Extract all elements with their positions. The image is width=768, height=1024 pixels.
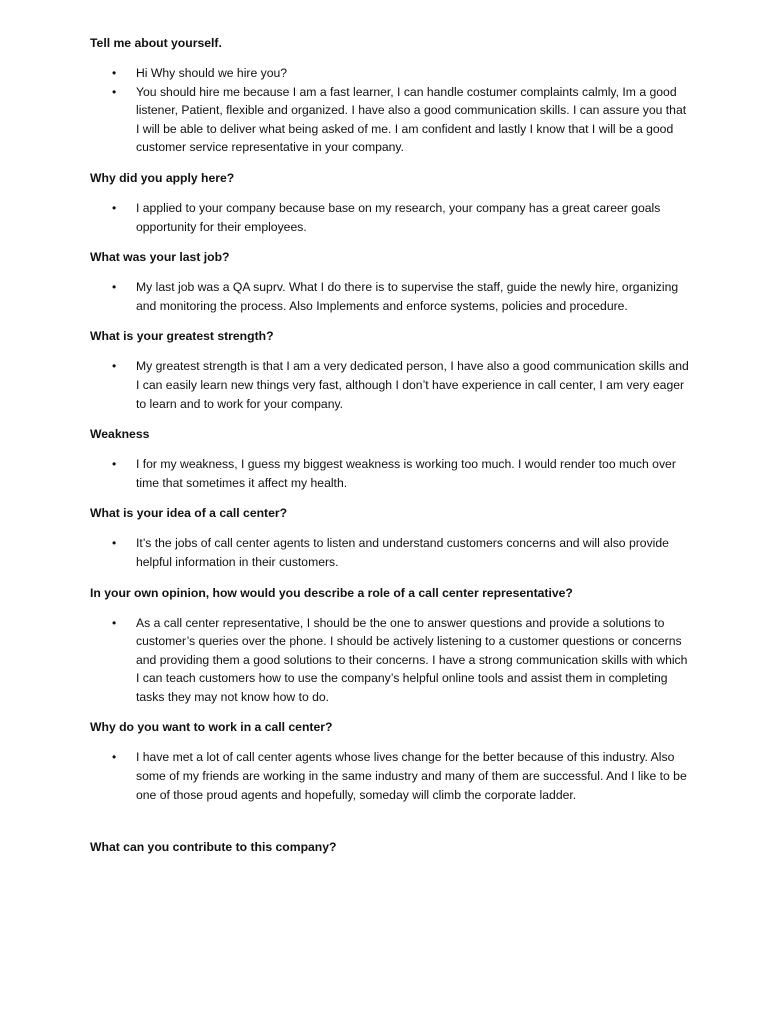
- answer-text: As a call center representative, I should be the one to answer questions and provide a solutions to customer’s queries over the phone. I should be actively listening to a customer questions or concerns and providing them a good solutions to their concerns. I have a strong communication skills with which I can teach customers how to use the company’s helpful online tools and assist them in completing tasks they may not know how to do.: [136, 615, 688, 704]
- answer-text: It’s the jobs of call center agents to listen and understand customers concerns and will also provide helpful information in their customers.: [136, 536, 669, 569]
- bullet-icon: •: [112, 615, 117, 630]
- answer-text: My last job was a QA suprv. What I do there is to supervise the staff, guide the newly hire, organizing and monitoring the process. Also Implements and enforce systems, policies and procedure.: [136, 280, 679, 313]
- bullet-icon: •: [112, 359, 117, 374]
- section-role-of-representative: [90, 584, 690, 707]
- answer-list: [90, 64, 690, 157]
- document-page: [90, 34, 690, 856]
- question-heading: Tell me about yourself.: [90, 36, 222, 50]
- answer-text: My greatest strength is that I am a very dedicated person, I have also a good communication skills and I can easily learn new things very fast, although I don’t have experience in call center, I am very eager to learn and to work for your company.: [136, 359, 689, 411]
- question-heading: What is your idea of a call center?: [90, 506, 288, 521]
- bullet-icon: •: [112, 750, 117, 765]
- bullet-icon: •: [112, 200, 117, 215]
- section-contribute: [90, 838, 690, 856]
- answer-list: [90, 199, 690, 236]
- question-heading: What is your greatest strength?: [90, 329, 274, 344]
- section-weakness: [90, 425, 690, 492]
- answer-text: I applied to your company because base on my research, your company has a great career goals opportunity for their employees.: [136, 200, 661, 234]
- answer-item: [90, 614, 690, 707]
- answer-item: [90, 199, 690, 236]
- question-heading: Weakness: [90, 427, 150, 442]
- answer-list: [90, 278, 690, 315]
- section-why-apply-here: [90, 169, 690, 236]
- answer-list: [90, 534, 690, 571]
- answer-item: [90, 534, 690, 571]
- bullet-icon: •: [112, 280, 117, 295]
- answer-item: [90, 278, 690, 315]
- answer-text: Hi Why should we hire you?: [136, 66, 288, 80]
- bullet-icon: •: [112, 536, 117, 551]
- blank-gap: [90, 816, 690, 838]
- question-heading: In your own opinion, how would you describe a role of a call center representative?: [90, 585, 573, 600]
- question-heading: What was your last job?: [90, 250, 230, 265]
- bullet-icon: •: [112, 66, 117, 80]
- answer-list: [90, 614, 690, 707]
- section-last-job: [90, 248, 690, 315]
- bullet-icon: •: [112, 84, 117, 99]
- section-greatest-strength: [90, 327, 690, 413]
- answer-text: I have met a lot of call center agents whose lives change for the better because of this industry. Also some of my friends are working in the same industry and many of them are successful. And I like to be one of those proud agents and hopefully, someday will climb the corporate ladder.: [136, 750, 687, 802]
- answer-item: [90, 455, 690, 492]
- answer-text: I for my weakness, I guess my biggest weakness is working too much. I would render too much over time that sometimes it affect my health.: [136, 457, 676, 490]
- question-heading: What can you contribute to this company?: [90, 840, 337, 855]
- answer-item: [90, 748, 690, 804]
- question-heading: Why do you want to work in a call center?: [90, 720, 333, 735]
- answer-item: [90, 83, 690, 157]
- answer-list: [90, 357, 690, 413]
- bullet-icon: •: [112, 457, 117, 472]
- section-why-work-in-call-center: [90, 718, 690, 804]
- question-heading: Why did you apply here?: [90, 170, 235, 185]
- answer-item: [90, 64, 690, 83]
- answer-item: [90, 357, 690, 413]
- answer-text: You should hire me because I am a fast learner, I can handle costumer complaints calmly, Im a good listener, Patient, flexible and organized. I have also a good communication skills. I can assure you that I will be able to deliver what being asked of me. I am confident and lastly I know that I will be a good customer service representative in your company.: [136, 84, 687, 155]
- answer-list: [90, 455, 690, 492]
- section-tell-me-about-yourself: [90, 34, 690, 157]
- section-idea-of-call-center: [90, 504, 690, 571]
- answer-list: [90, 748, 690, 804]
